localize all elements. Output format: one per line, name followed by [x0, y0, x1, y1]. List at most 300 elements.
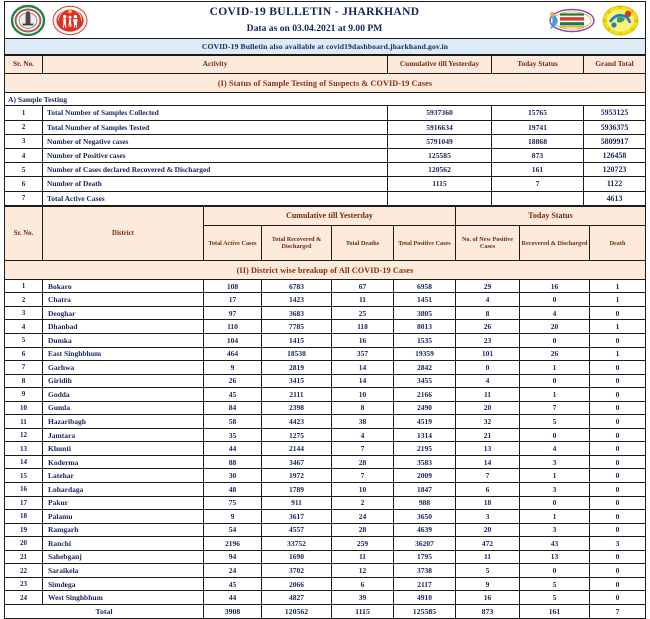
row-sr-no: 18: [5, 510, 43, 524]
row-total-active: 108: [203, 279, 261, 293]
row-total-active: 17: [203, 293, 261, 307]
row-today-death: 1: [589, 293, 645, 307]
table-row: [5, 523, 646, 537]
row-total-active: 2196: [203, 537, 261, 551]
row-total-active: 48: [203, 482, 261, 496]
row-total-active: 110: [203, 320, 261, 334]
government-of-india-emblem-logo: [11, 5, 45, 36]
jharkhand-government-logo: [541, 7, 595, 34]
row-total-recovered: 2066: [261, 577, 331, 591]
section2-group-header-row: [5, 206, 646, 226]
row-today-death: 0: [589, 361, 645, 375]
row-district-name: Lohardaga: [43, 482, 204, 496]
dashboard-url-banner: COVID-19 Bulletin also available at covid19dashboard.jharkhand.gov.in: [4, 38, 646, 55]
row-today-recovered: 13: [519, 550, 589, 564]
row-total-deaths: 11: [331, 293, 393, 307]
row-total-positive: 1451: [393, 293, 455, 307]
row-total-deaths: 24: [331, 510, 393, 524]
row-district-name: Godda: [43, 388, 204, 402]
row-new-positive: 20: [455, 401, 519, 415]
row-new-positive: 6: [455, 482, 519, 496]
row-today: 161: [492, 163, 584, 177]
table-row: [5, 577, 646, 591]
row-total-recovered: 1275: [261, 428, 331, 442]
row-today-recovered: 1: [519, 388, 589, 402]
row-sr-no: 3: [5, 306, 43, 320]
row-sr-no: 17: [5, 496, 43, 510]
row-new-positive: 7: [455, 469, 519, 483]
row-today-recovered: 1: [519, 510, 589, 524]
row-total-recovered: 3415: [261, 374, 331, 388]
row-grand-total: 5953125: [584, 106, 646, 120]
row-total-active: 54: [203, 523, 261, 537]
total-active: 3908: [203, 604, 261, 619]
row-total-deaths: 2: [331, 496, 393, 510]
row-total-active: 58: [203, 415, 261, 429]
masthead: [4, 1, 646, 38]
row-sr-no: 4: [5, 148, 43, 162]
row-total-active: 464: [203, 347, 261, 361]
row-sr-no: 8: [5, 374, 43, 388]
row-total-positive: 2490: [393, 401, 455, 415]
row-today-death: 0: [589, 482, 645, 496]
row-sr-no: 5: [5, 333, 43, 347]
column-header-district: District: [43, 206, 204, 261]
table-row: [5, 564, 646, 578]
row-today-death: 1: [589, 320, 645, 334]
sample-testing-group-row: [5, 93, 646, 106]
row-district-name: Khunti: [43, 442, 204, 456]
row-today-death: 0: [589, 496, 645, 510]
row-new-positive: 29: [455, 279, 519, 293]
row-total-deaths: 7: [331, 469, 393, 483]
row-total-positive: 4519: [393, 415, 455, 429]
row-today-death: 0: [589, 523, 645, 537]
row-total-active: 44: [203, 442, 261, 456]
row-today: 18868: [492, 134, 584, 148]
table-row: [5, 455, 646, 469]
column-header-today-recovered-discharged: Recovered & Discharged: [519, 226, 589, 261]
row-sr-no: 15: [5, 469, 43, 483]
column-header-sr-no: Sr. No.: [5, 56, 43, 74]
column-header-sr-no: Sr. No.: [5, 206, 43, 261]
row-today: [492, 191, 584, 205]
row-total-deaths: 357: [331, 347, 393, 361]
row-cumulative: 5916634: [388, 120, 492, 134]
row-today-death: 0: [589, 442, 645, 456]
row-district-name: Latehar: [43, 469, 204, 483]
row-sr-no: 1: [5, 106, 43, 120]
row-sr-no: 14: [5, 455, 43, 469]
row-today-death: 0: [589, 591, 645, 605]
row-total-recovered: 3683: [261, 306, 331, 320]
row-new-positive: 4: [455, 293, 519, 307]
table-row: [5, 320, 646, 334]
row-total-deaths: 4: [331, 428, 393, 442]
row-today-recovered: 1: [519, 361, 589, 375]
row-total-positive: 3583: [393, 455, 455, 469]
row-total-active: 75: [203, 496, 261, 510]
row-total-positive: 3738: [393, 564, 455, 578]
row-district-name: Dhanbad: [43, 320, 204, 334]
row-district-name: Gumla: [43, 401, 204, 415]
total-deaths: 1115: [331, 604, 393, 619]
row-sr-no: 24: [5, 591, 43, 605]
row-district-name: Sahebganj: [43, 550, 204, 564]
row-district-name: Ranchi: [43, 537, 204, 551]
row-total-deaths: 14: [331, 374, 393, 388]
row-today-recovered: 0: [519, 293, 589, 307]
row-cumulative: 125585: [388, 148, 492, 162]
row-total-positive: 1795: [393, 550, 455, 564]
row-total-deaths: 6: [331, 577, 393, 591]
table-row: [5, 537, 646, 551]
row-total-positive: 3455: [393, 374, 455, 388]
row-total-active: 24: [203, 564, 261, 578]
row-total-deaths: 118: [331, 320, 393, 334]
table-row: [5, 293, 646, 307]
row-total-positive: 6958: [393, 279, 455, 293]
row-activity: Number of Cases declared Recovered & Discharged: [43, 163, 388, 177]
row-today-recovered: 5: [519, 591, 589, 605]
row-today-recovered: 5: [519, 415, 589, 429]
table-row: [5, 415, 646, 429]
section2-title: (II) District wise breakup of All COVID-19 Cases: [5, 261, 646, 280]
row-sr-no: 20: [5, 537, 43, 551]
row-new-positive: 18: [455, 496, 519, 510]
row-total-deaths: 16: [331, 333, 393, 347]
row-new-positive: 0: [455, 361, 519, 375]
row-total-deaths: 7: [331, 442, 393, 456]
table-row: [5, 510, 646, 524]
row-sr-no: 6: [5, 347, 43, 361]
row-today: 7: [492, 177, 584, 191]
table-row: [5, 333, 646, 347]
row-today-death: 0: [589, 388, 645, 402]
row-total-active: 94: [203, 550, 261, 564]
row-new-positive: 3: [455, 510, 519, 524]
table-row: [5, 134, 646, 148]
row-new-positive: 11: [455, 550, 519, 564]
row-activity: Total Number of Samples Tested: [43, 120, 388, 134]
row-total-active: 26: [203, 374, 261, 388]
row-district-name: Saraikela: [43, 564, 204, 578]
row-sr-no: 4: [5, 320, 43, 334]
row-sr-no: 23: [5, 577, 43, 591]
row-new-positive: 8: [455, 306, 519, 320]
row-total-positive: 4910: [393, 591, 455, 605]
row-grand-total: 126458: [584, 148, 646, 162]
row-district-name: Dumka: [43, 333, 204, 347]
row-district-name: Chatra: [43, 293, 204, 307]
jharkhand-state-emblem-logo: [602, 5, 639, 36]
row-total-deaths: 25: [331, 306, 393, 320]
row-district-name: Deoghar: [43, 306, 204, 320]
row-grand-total: 4613: [584, 191, 646, 205]
row-total-deaths: 10: [331, 482, 393, 496]
row-total-recovered: 18538: [261, 347, 331, 361]
row-sr-no: 7: [5, 191, 43, 205]
row-today-death: 0: [589, 428, 645, 442]
row-today-recovered: 16: [519, 279, 589, 293]
row-district-name: Bokaro: [43, 279, 204, 293]
row-total-positive: 1314: [393, 428, 455, 442]
district-breakup-table: [4, 206, 646, 619]
column-group-cumulative: Cumulative till Yesterday: [203, 206, 455, 226]
row-new-positive: 21: [455, 428, 519, 442]
table-row: [5, 550, 646, 564]
table-row: [5, 496, 646, 510]
row-today-death: 3: [589, 537, 645, 551]
row-total-active: 9: [203, 361, 261, 375]
column-group-today-status: Today Status: [455, 206, 645, 226]
total-today-recovered: 161: [519, 604, 589, 619]
row-today-death: 0: [589, 306, 645, 320]
row-total-active: 97: [203, 306, 261, 320]
group-label-sample-testing: A) Sample Testing: [5, 93, 646, 106]
row-today-death: 0: [589, 401, 645, 415]
row-today-recovered: 7: [519, 401, 589, 415]
row-total-deaths: 38: [331, 415, 393, 429]
row-new-positive: 9: [455, 577, 519, 591]
row-today-recovered: 3: [519, 523, 589, 537]
column-header-grand-total: Grand Total: [584, 56, 646, 74]
row-new-positive: 101: [455, 347, 519, 361]
row-total-positive: 2117: [393, 577, 455, 591]
row-today-recovered: 0: [519, 564, 589, 578]
row-today-recovered: 3: [519, 455, 589, 469]
row-today-death: 0: [589, 374, 645, 388]
row-total-deaths: 8: [331, 401, 393, 415]
row-sr-no: 21: [5, 550, 43, 564]
row-total-recovered: 1690: [261, 550, 331, 564]
row-sr-no: 1: [5, 279, 43, 293]
row-sr-no: 2: [5, 120, 43, 134]
table-row: [5, 591, 646, 605]
row-district-name: Hazaribagh: [43, 415, 204, 429]
column-header-total-deaths: Total Deaths: [331, 226, 393, 261]
row-cumulative: [388, 191, 492, 205]
row-sr-no: 6: [5, 177, 43, 191]
row-today-death: 0: [589, 333, 645, 347]
row-total-recovered: 2398: [261, 401, 331, 415]
column-header-today-status: Today Status: [492, 56, 584, 74]
row-total-recovered: 1423: [261, 293, 331, 307]
table-row: [5, 191, 646, 205]
row-today-death: 0: [589, 455, 645, 469]
row-new-positive: 23: [455, 333, 519, 347]
column-header-new-positive-cases: No. of New Positive Cases: [455, 226, 519, 261]
page-title: COVID-19 BULLETIN - JHARKHAND: [209, 6, 420, 19]
row-cumulative: 120562: [388, 163, 492, 177]
row-today-recovered: 26: [519, 347, 589, 361]
row-total-recovered: 4557: [261, 523, 331, 537]
column-header-today-death: Death: [589, 226, 645, 261]
table-row: [5, 361, 646, 375]
row-total-deaths: 14: [331, 361, 393, 375]
row-today-death: 0: [589, 564, 645, 578]
row-cumulative: 5937360: [388, 106, 492, 120]
row-sr-no: 11: [5, 415, 43, 429]
row-total-recovered: 2819: [261, 361, 331, 375]
table-row: [5, 469, 646, 483]
national-health-mission-logo: [52, 5, 88, 36]
title-block: [88, 5, 541, 34]
row-total-active: 88: [203, 455, 261, 469]
row-activity: Total Number of Samples Collected: [43, 106, 388, 120]
row-total-active: 45: [203, 577, 261, 591]
table-row: [5, 306, 646, 320]
row-total-active: 9: [203, 510, 261, 524]
district-table-body: [5, 279, 646, 604]
table-row: [5, 120, 646, 134]
row-district-name: Koderma: [43, 455, 204, 469]
row-total-recovered: 4423: [261, 415, 331, 429]
total-label: Total: [5, 604, 204, 619]
row-total-recovered: 1415: [261, 333, 331, 347]
column-header-total-recovered-discharged: Total Recovered & Discharged: [261, 226, 331, 261]
row-total-recovered: 1789: [261, 482, 331, 496]
row-total-positive: 4639: [393, 523, 455, 537]
row-today: 15765: [492, 106, 584, 120]
row-new-positive: 472: [455, 537, 519, 551]
table-row: [5, 106, 646, 120]
row-today-recovered: 4: [519, 442, 589, 456]
row-total-recovered: 3702: [261, 564, 331, 578]
column-header-activity: Activity: [43, 56, 388, 74]
row-activity: Number of Negative cases: [43, 134, 388, 148]
row-activity: Total Active Cases: [43, 191, 388, 205]
left-logo-group: [11, 5, 88, 36]
row-total-recovered: 3617: [261, 510, 331, 524]
row-district-name: Giridih: [43, 374, 204, 388]
row-new-positive: 14: [455, 455, 519, 469]
row-total-recovered: 4827: [261, 591, 331, 605]
column-header-total-active-cases: Total Active Cases: [203, 226, 261, 261]
column-header-total-positive-cases: Total Positive Cases: [393, 226, 455, 261]
column-header-cumulative: Cumulative till Yesterday: [388, 56, 492, 74]
right-logo-group: [541, 5, 639, 36]
section2-title-row: [5, 261, 646, 280]
row-district-name: East Singhbhum: [43, 347, 204, 361]
row-total-positive: 1847: [393, 482, 455, 496]
row-total-positive: 19359: [393, 347, 455, 361]
row-total-recovered: 6783: [261, 279, 331, 293]
row-total-positive: 2842: [393, 361, 455, 375]
row-today-death: 0: [589, 550, 645, 564]
table-row: [5, 374, 646, 388]
row-sr-no: 7: [5, 361, 43, 375]
row-total-positive: 8013: [393, 320, 455, 334]
row-total-recovered: 7785: [261, 320, 331, 334]
row-total-recovered: 911: [261, 496, 331, 510]
total-positive: 125585: [393, 604, 455, 619]
table-row: [5, 347, 646, 361]
table-row: [5, 428, 646, 442]
row-grand-total: 5809917: [584, 134, 646, 148]
row-new-positive: 4: [455, 374, 519, 388]
row-activity: Number of Death: [43, 177, 388, 191]
row-sr-no: 10: [5, 401, 43, 415]
row-new-positive: 26: [455, 320, 519, 334]
row-today-death: 1: [589, 279, 645, 293]
row-total-positive: 3805: [393, 306, 455, 320]
row-total-recovered: 33752: [261, 537, 331, 551]
row-total-recovered: 2144: [261, 442, 331, 456]
row-grand-total: 5936375: [584, 120, 646, 134]
total-new-positive: 873: [455, 604, 519, 619]
row-new-positive: 5: [455, 564, 519, 578]
row-today-recovered: 43: [519, 537, 589, 551]
row-district-name: Jamtara: [43, 428, 204, 442]
row-total-active: 84: [203, 401, 261, 415]
row-today-death: 0: [589, 469, 645, 483]
row-today-recovered: 0: [519, 374, 589, 388]
row-total-deaths: 12: [331, 564, 393, 578]
table-row: [5, 279, 646, 293]
row-today-death: 1: [589, 347, 645, 361]
row-today-death: 0: [589, 510, 645, 524]
row-total-recovered: 3467: [261, 455, 331, 469]
table-row: [5, 177, 646, 191]
row-today-death: 0: [589, 577, 645, 591]
row-total-active: 44: [203, 591, 261, 605]
row-today-recovered: 0: [519, 428, 589, 442]
row-sr-no: 13: [5, 442, 43, 456]
district-total-row: [5, 604, 646, 619]
row-total-positive: 988: [393, 496, 455, 510]
row-district-name: Garhwa: [43, 361, 204, 375]
row-district-name: Palamu: [43, 510, 204, 524]
row-total-positive: 2166: [393, 388, 455, 402]
row-today-recovered: 20: [519, 320, 589, 334]
sample-testing-table: [4, 55, 646, 206]
table-row: [5, 148, 646, 162]
row-new-positive: 16: [455, 591, 519, 605]
row-total-deaths: 28: [331, 523, 393, 537]
section1-title: (I) Status of Sample Testing of Suspects & COVID-19 Cases: [5, 74, 646, 93]
total-recovered: 120562: [261, 604, 331, 619]
row-sr-no: 3: [5, 134, 43, 148]
section1-body: [5, 93, 646, 205]
row-total-active: 45: [203, 388, 261, 402]
row-today-recovered: 4: [519, 306, 589, 320]
row-sr-no: 22: [5, 564, 43, 578]
row-total-deaths: 259: [331, 537, 393, 551]
row-sr-no: 16: [5, 482, 43, 496]
row-today-death: 0: [589, 415, 645, 429]
row-total-recovered: 2111: [261, 388, 331, 402]
row-sr-no: 2: [5, 293, 43, 307]
row-grand-total: 120723: [584, 163, 646, 177]
row-total-positive: 1535: [393, 333, 455, 347]
row-total-active: 104: [203, 333, 261, 347]
row-new-positive: 32: [455, 415, 519, 429]
row-district-name: Pakur: [43, 496, 204, 510]
row-activity: Number of Positive cases: [43, 148, 388, 162]
row-total-deaths: 28: [331, 455, 393, 469]
total-today-death: 7: [589, 604, 645, 619]
row-today-recovered: 0: [519, 333, 589, 347]
row-total-recovered: 1972: [261, 469, 331, 483]
table-row: [5, 482, 646, 496]
row-today: 19741: [492, 120, 584, 134]
table-row: [5, 442, 646, 456]
row-total-deaths: 11: [331, 550, 393, 564]
row-district-name: Simdega: [43, 577, 204, 591]
row-cumulative: 1115: [388, 177, 492, 191]
row-cumulative: 5791049: [388, 134, 492, 148]
